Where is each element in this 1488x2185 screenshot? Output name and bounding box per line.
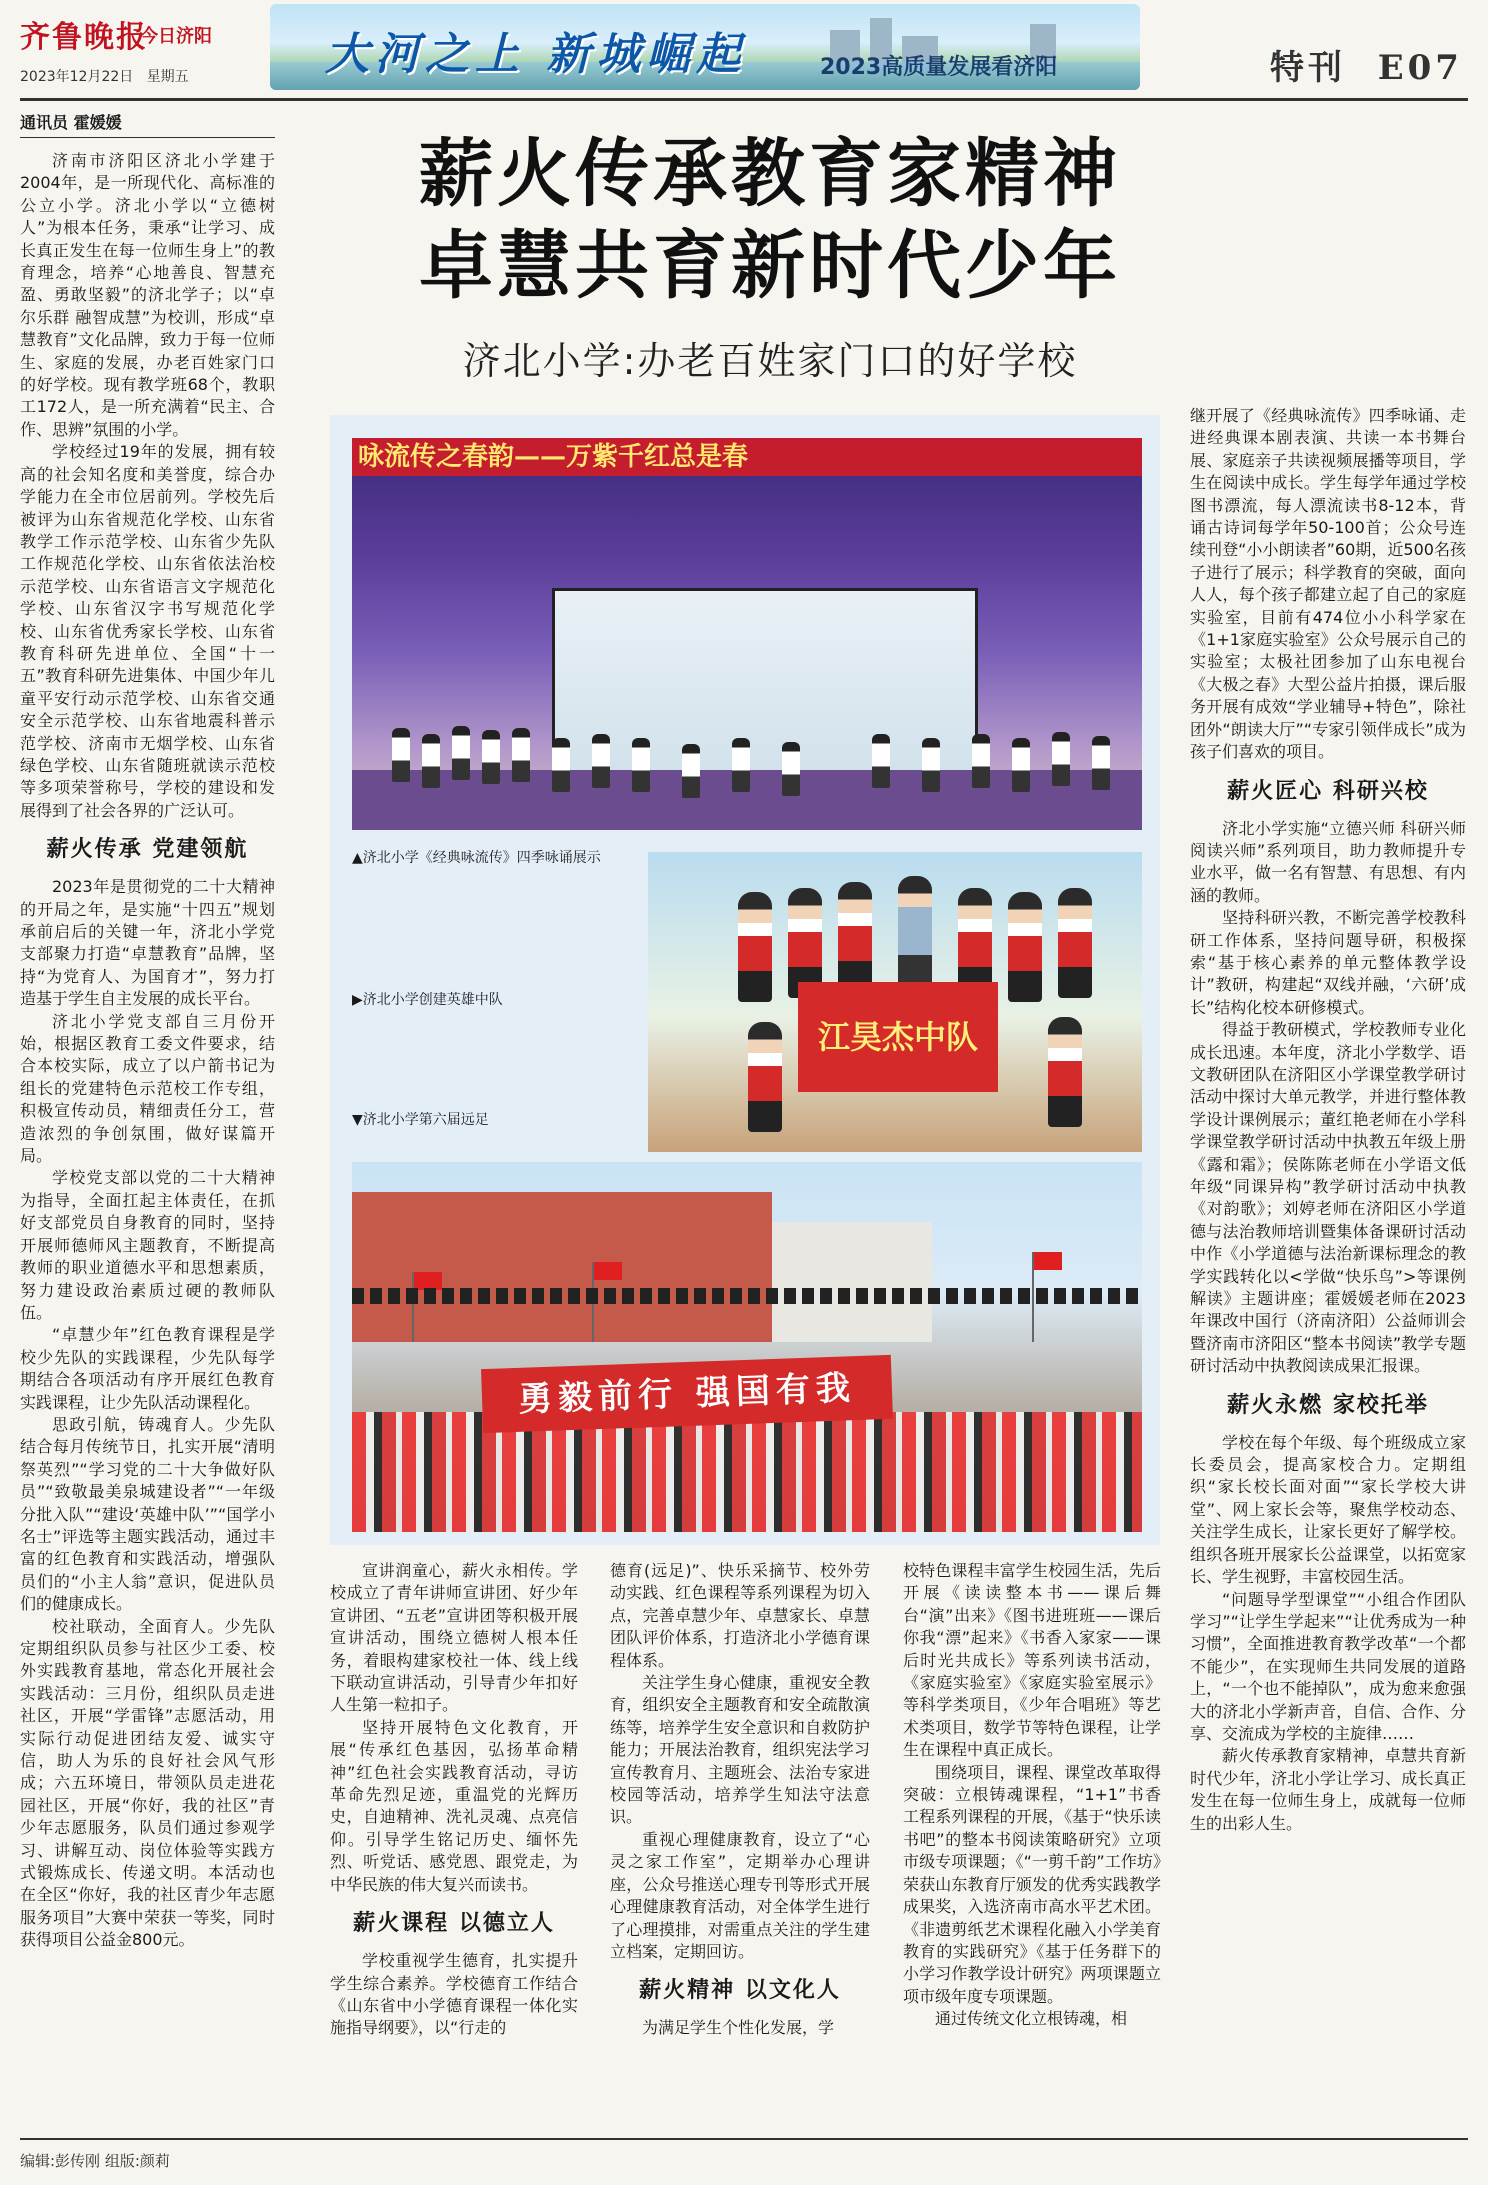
paragraph: 重视心理健康教育，设立了“心灵之家工作室”，定期举办心理讲座，公众号推送心理专刊等形式开展心理健康教育活动，对全体学生进行了心理摸排，对需重点关注的学生建立档案，定期回访。 xyxy=(610,1829,870,1961)
squad-flag: 江昊杰中队 xyxy=(798,982,998,1092)
photo-hero-squad xyxy=(648,852,1142,1152)
footer-rule xyxy=(20,2138,1468,2140)
performer xyxy=(592,734,610,788)
section-heading: 薪火匠心 科研兴校 xyxy=(1227,777,1429,804)
paper-logo: 齐鲁晚报 xyxy=(20,20,148,55)
performer xyxy=(422,734,440,788)
paragraph: 宣讲润童心，薪火永相传。学校成立了青年讲师宣讲团、好少年宣讲团、“五老”宣讲团等积极开展宣讲活动，围绕立德树人根本任务，着眼构建家校社一体、线上线下联动宣讲活动，引导青少年扣好人生第一粒扣子。 xyxy=(330,1561,578,1715)
caption-outing: ▼济北小学第六届远足 xyxy=(352,1112,489,1128)
paragraph: 围绕项目，课程、课堂改革取得突破：立根铸魂课程，“1+1”书香工程系列课程的开展，《基于“快乐读书吧”的整本书阅读策略研究》立项市级专项课题；《“一剪千韵”工作坊》荣获山东教育厅颁发的优秀实践教学成果奖，入选济南市高水平艺术团。《非遗剪纸艺术课程化融入小学美育教育的实践研究》《基于任务群下的小学习作教学设计研究》两项课题立项市级年度专项课题。 xyxy=(903,1762,1161,2006)
footer-credits: 编辑:彭传刚 组版:颜莉 xyxy=(20,2152,170,2170)
performer xyxy=(972,734,990,788)
performer xyxy=(1052,732,1070,786)
paragraph: 学校经过19年的发展，拥有较高的社会知名度和美誉度，综合办学能力在全市位居前列。学校先后被评为山东省规范化学校、山东省教学工作示范学校、山东省少先队工作规范化学校、山东省依法治校示范学校、山东省语言文字规范化学校、山东省汉字书写规范化学校、山东省优秀家长学校、山东省教育科研先进单位、全国“十一五”教育科研先进集体、中国少年儿童平安行动示范学校、山东省交通安全示范学校、山东省地震科普示范学校、济南市无烟学校、山东省绿色学校、山东省随班就读示范校等多项荣誉称号，学校的建设和发展得到了社会各界的广泛认可。 xyxy=(20,442,275,820)
paragraph: 通过传统文化立根铸魂，相 xyxy=(935,2009,1128,2029)
column-4 xyxy=(903,1560,1161,2031)
page-number: E07 xyxy=(1377,48,1463,88)
byline: 通讯员 霍媛媛 xyxy=(20,110,275,138)
paragraph: 关注学生身心健康，重视安全教育，组织安全主题教育和安全疏散演练等，培养学生安全意识和自救防护能力；开展法治教育，组织宪法学习宣传教育月、主题班会、法治专家进校园等活动，培养学生知法守法意识。 xyxy=(610,1673,870,1827)
school-building xyxy=(352,1192,772,1342)
performer xyxy=(732,738,750,792)
column-5 xyxy=(1190,405,1466,1835)
paragraph: 薪火传承教育家精神，卓慧共育新时代少年，济北小学让学习、成长真正发生在每一位师生身上，成就每一位师生的出彩人生。 xyxy=(1190,1746,1466,1833)
photo-outing xyxy=(352,1162,1142,1532)
paragraph: 学校在每个年级、每个班级成立家长委员会，提高家校合力。定期组织“家长校长面对面”“家长学校大讲堂”、网上家长会等，聚焦学校动态、关注学生成长，让家长更好了解学校。组织各班开展家长公益课堂，以拓宽家长、学生视野，丰富校园生活。 xyxy=(1190,1432,1466,1587)
outing-banner: 勇毅前行 强国有我 xyxy=(481,1355,893,1433)
paragraph: 校特色课程丰富学生校园生活，先后开展《读读整本书——课后舞台“演”出来》《图书进班班——课后你我“漂”起来》《书香入家家——课后时光共成长》等系列读书活动，《家庭实验室》《家庭实验室展示》等科学类项目，《少年合唱班》等艺术类项目，数学节等特色课程，让学生在课程中真正成长。 xyxy=(903,1561,1161,1760)
masthead xyxy=(0,0,1488,96)
paragraph: “问题导学型课堂”“小组合作团队学习”“让学生学起来”“让优秀成为一种习惯”，全面推进教育教学改革“一个都不能少”，在实现师生共同发展的道路上，“一个也不能掉队”，成为愈来愈强大的济北小学新声音，自信、合作、分享、交流成为学校的主旋律…… xyxy=(1190,1589,1466,1743)
paragraph: 济北小学实施“立德兴师 科研兴师 阅读兴师”系列项目，助力教师提升专业水平，做一名有智慧、有思想、有内涵的教师。 xyxy=(1190,818,1466,905)
section-page-label xyxy=(1270,40,1463,89)
paragraph: 济北小学党支部自三月份开始，根据区教育工委文件要求，结合本校实际，成立了以户箭书记为组长的党建特色示范校工作专组，积极宣传动员，精细责任分工，营造浓烈的争创氛围，做好谋篇开局。 xyxy=(20,1011,275,1166)
column-3 xyxy=(610,1560,870,2040)
section-heading: 薪火精神 以文化人 xyxy=(639,1977,841,2004)
paragraph: 思政引航，铸魂育人。少先队结合每月传统节日，扎实开展“清明祭英烈”“学习党的二十大争做好队员”“致敬最美泉城建设者”“一年级分批入队”“建设‘英雄中队’”“国学小名士”评选等主题实践活动，通过丰富的红色教育和实践活动，增强队员们的“小主人翁”意识，促进队员们的健康成长。 xyxy=(20,1414,275,1614)
performer xyxy=(782,742,800,796)
caption-stage: ▲济北小学《经典咏流传》四季咏诵展示 xyxy=(352,850,601,866)
headline-line-1: 薪火传承教育家精神 xyxy=(419,131,1121,217)
paragraph: 坚持科研兴教，不断完善学校教科研工作体系，坚持问题导研，积极探索“基于核心素养的单元整体教学设计”教研，构建起“双线并融，‘六研’成长”结构化校本研修模式。 xyxy=(1190,908,1466,1017)
publication-date xyxy=(20,66,189,86)
performer xyxy=(392,728,410,782)
student xyxy=(748,1022,782,1132)
performer xyxy=(1092,736,1110,790)
section-name: 特刊 xyxy=(1270,48,1346,88)
crowd xyxy=(352,1412,1142,1532)
crowd-heads xyxy=(352,1288,1142,1304)
paragraph: 为满足学生个性化发展，学 xyxy=(642,2018,835,2038)
headline xyxy=(320,128,1220,312)
paragraph: 坚持开展特色文化教育，开展“传承红色基因，弘扬革命精神”红色社会实践教育活动，寻访革命先烈足迹，重温党的光辉历史，自迪精神、洗礼灵魂、点亮信仰。引导学生铭记历史、缅怀先烈、听党话、感党恩、跟党走，为中华民族的伟大复兴而读书。 xyxy=(330,1717,578,1894)
top-rule xyxy=(20,98,1468,101)
paragraph: 继开展了《经典咏流传》四季咏诵、走进经典课本剧表演、共读一本书舞台展、家庭亲子共读视频展播等项目，学生在阅读中成长。学生每学年通过学校图书漂流，每人漂流读书8-12本，背诵古诗词每学年50-100首；公众号连续刊登“小小朗读者”60期，近500名孩子进行了展示；科学教育的突破，面向人人，每个孩子都建立起了自己的家庭实验室，目前有474位小小科学家在《1+1家庭实验室》公众号展示自己的实验室；太极社团参加了山东电视台《大极之春》大型公益片拍摄，课后服务开展有成效“学业辅导+特色”，除社团外“朗读大厅”“专家引领伴成长”成为孩子们喜欢的项目。 xyxy=(1190,406,1466,762)
performer xyxy=(682,744,700,798)
caption-team: ▶济北小学创建英雄中队 xyxy=(352,992,503,1008)
performer xyxy=(552,738,570,792)
date: 2023年12月22日 xyxy=(20,69,134,85)
performer xyxy=(922,738,940,792)
section-heading: 薪火传承 党建领航 xyxy=(46,836,249,863)
section-heading: 薪火永燃 家校托举 xyxy=(1227,1391,1429,1418)
subheadline: 济北小学:办老百姓家门口的好学校 xyxy=(462,339,1078,383)
student xyxy=(1008,892,1042,1002)
student xyxy=(738,892,772,1002)
column-1 xyxy=(20,150,275,1952)
red-flag xyxy=(1034,1252,1062,1270)
student xyxy=(838,882,872,992)
banner-subtitle: 2023高质量发展看济阳 xyxy=(820,55,1058,80)
performer xyxy=(452,726,470,780)
performer xyxy=(1012,738,1030,792)
performer xyxy=(872,734,890,788)
red-flag xyxy=(594,1262,622,1280)
paragraph: 校社联动，全面育人。少先队定期组织队员参与社区少工委、校外实践教育基地，常态化开展社会实践活动：三月份，组织队员走进社区，开展“学雷锋”志愿活动，用实际行动促进团结友爱、诚实守信，助人为乐的良好社会风气形成；六五环境日，带领队员走进花园社区，开展“你好，我的社区”青少年志愿服务，队员们通过参观学习、讲解互动、岗位体验等实践方式锻炼成长、传递文明。本活动也在全区“你好，我的社区青少年志愿服务项目”大赛中荣获一等奖，同时获得项目公益金800元。 xyxy=(20,1616,275,1950)
paragraph: 德育(远足)”、快乐采摘节、校外劳动实践、红色课程等系列课程为切入点，完善卓慧少年、卓慧家长、卓慧团队评价体系，打造济北小学德育课程体系。 xyxy=(610,1561,870,1670)
paragraph: 学校党支部以党的二十大精神为指导，全面扛起主体责任，在抓好支部党员自身教育的同时，坚持开展师德师风主题教育，不断提高教师的职业道德水平和思想素质，努力建设政治素质过硬的教师队伍。 xyxy=(20,1168,275,1322)
weekday: 星期五 xyxy=(146,69,189,85)
school-building xyxy=(772,1222,932,1342)
performer xyxy=(512,728,530,782)
student xyxy=(1048,1017,1082,1127)
banner-title: 大河之上 新城崛起 xyxy=(325,29,747,80)
paragraph: 2023年是贯彻党的二十大精神的开局之年，是实施“十四五”规划承前启后的关键一年，济北小学党支部聚力打造“卓慧教育”品牌，坚持“为党育人、为国育才”，努力打造基于学生自主发展的成长平台。 xyxy=(20,877,275,1009)
paragraph: “卓慧少年”红色教育课程是学校少先队的实践课程，少先队每学期结合各项活动有序开展红色教育实践课程，让少先队活动课程化。 xyxy=(20,1325,275,1412)
section-heading: 薪火课程 以德立人 xyxy=(353,1910,555,1937)
student xyxy=(1058,888,1092,998)
column-2 xyxy=(330,1560,578,2040)
edition-name: 今日济阳 xyxy=(140,26,212,47)
paragraph: 济南市济阳区济北小学建于2004年，是一所现代化、高标准的公立小学。济北小学以“立德树人”为根本任务，秉承“让学习、成长真正发生在每一位师生身上”的教育理念，培养“心地善良、智慧充盈、勇敢坚毅”的济北学子；以“卓尔乐群 融智成慧”为校训，形成“卓慧教育”文化品牌，致力于每一位师生、家庭的发展，办老百姓家门口的好学校。现有教学班68个，教职工172人，是一所充满着“民主、合作、思辨”氛围的小学。 xyxy=(20,151,275,439)
paragraph: 学校重视学生德育，扎实提升学生综合素养。学校德育工作结合《山东省中小学德育课程一体化实施指导纲要》，以“行走的 xyxy=(330,1951,578,2038)
stage-banner: 咏流传之春韵——万紫千红总是春 xyxy=(352,438,1142,476)
performer xyxy=(482,730,500,784)
performer xyxy=(632,738,650,792)
headline-line-2: 卓慧共育新时代少年 xyxy=(419,223,1121,309)
photo-stage-performance xyxy=(352,438,1142,830)
stage-screen xyxy=(552,588,978,794)
teacher xyxy=(898,876,932,986)
paragraph: 得益于教研模式，学校教师专业化成长迅速。本年度，济北小学数学、语文教研团队在济阳区小学课堂教学研讨活动中探讨大单元教学，并进行整体教学设计课例展示；董红艳老师在小学科学课堂教学研讨活动中执教五年级上册《露和霜》；侯陈陈老师在小学语文低年级“同课异构”教学研讨活动中执教《对韵歌》；刘婷老师在济阳区小学道德与法治教师培训暨集体备课研讨活动中作《小学道德与法治新课标理念的教学实践转化以<学做“快乐鸟”>等课例解读》主题讲座；霍媛媛老师在2023年课改中国行（济南济阳）公益师训会暨济南市济阳区“整本书阅读”教学专题研讨活动中执教阅读成果汇报课。 xyxy=(1190,1020,1466,1376)
